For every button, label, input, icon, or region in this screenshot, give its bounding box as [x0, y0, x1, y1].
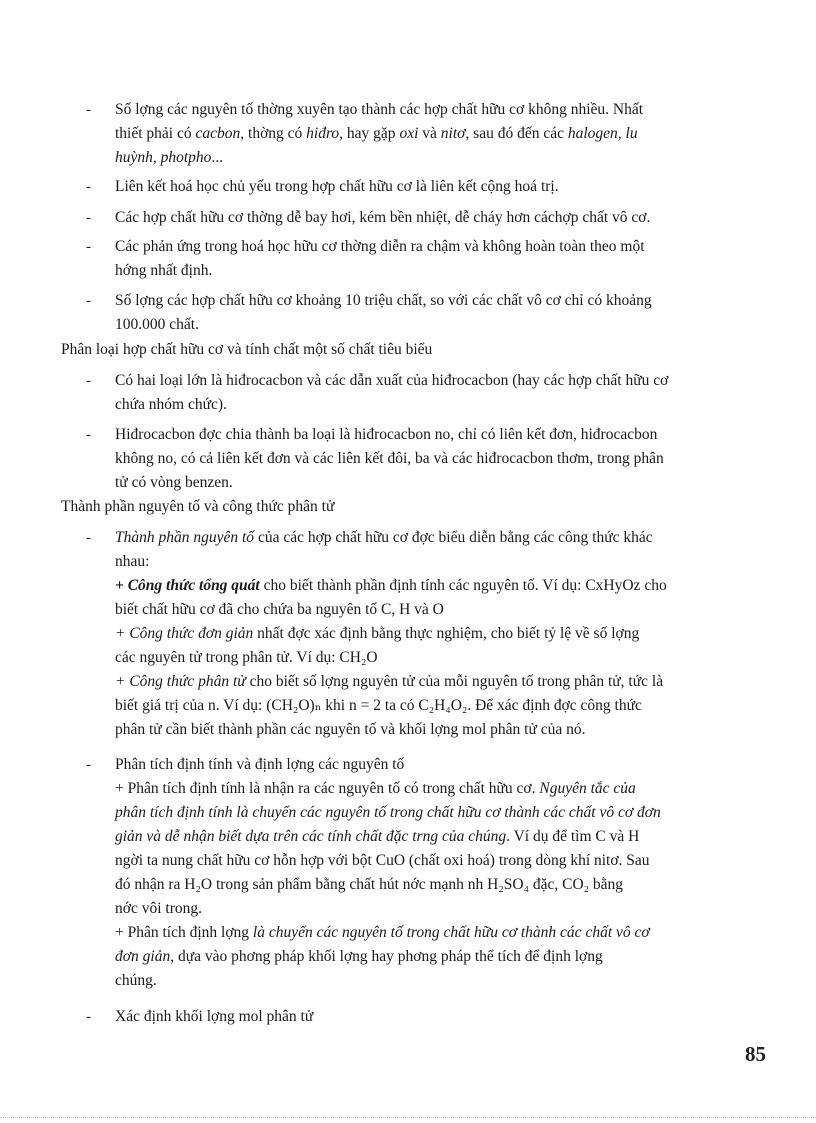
text-line: Hiđrocacbon đợc chia thành ba loại là hiđrocacbon no, chỉ có liên kết đơn, hiđrocacbon — [115, 426, 658, 443]
text-line: 100.000 chất. — [115, 316, 199, 333]
text-line: tử có vòng benzen. — [115, 474, 233, 491]
text-line: chứa nhóm chức). — [115, 396, 227, 413]
text-line: đơn giản, dựa vào phơng pháp khối lợng hay phơng pháp thể tích để định lợng — [115, 948, 603, 965]
text-line: đó nhận ra H₂O trong sản phẩm bằng chất hút nớc mạnh nh H₂SO₄ đặc, CO₂ bằng — [115, 876, 624, 893]
text-line: biết giá trị của n. Ví dụ: (CH₂O)ₙ khi n = 2 ta có C₂H₄O₂. Để xác định đợc công thức — [115, 697, 642, 714]
text-line: phân tích định tính là chuyển các nguyên tố trong chất hữu cơ thành các chất vô cơ đơn — [115, 804, 661, 821]
bullet-item-properties — [115, 206, 777, 230]
text-line: Các phản ứng trong hoá học hữu cơ thờng diễn ra chậm và không hoàn toàn theo một — [115, 238, 645, 255]
text-line: + Phân tích định tính là nhận ra các nguyên tố có trong chất hữu cơ. Nguyên tắc của — [115, 780, 636, 797]
bullet-dash: - — [86, 210, 91, 226]
text-line: Xác định khối lợng mol phân tử — [115, 1008, 314, 1025]
bullet-item-formulas — [115, 526, 777, 742]
bullet-item-hydrocarbons — [115, 423, 777, 495]
text-line: thiết phải có cacbon, thờng có hiđro, hay gặp oxi và nitơ, sau đó đến các halogen, lu — [115, 125, 638, 142]
text-line: + Phân tích định lợng là chuyển các nguyên tố trong chất hữu cơ thành các chất vô cơ — [115, 924, 650, 941]
text-line: Phân tích định tính và định lợng các nguyên tố — [115, 756, 405, 773]
text-line: Số lợng các nguyên tố thờng xuyên tạo thành các hợp chất hữu cơ không nhiều. Nhất — [115, 101, 644, 118]
bullet-dash: - — [86, 373, 91, 389]
text-line: các nguyên tử trong phân tử. Ví dụ: CH₂O — [115, 649, 378, 666]
text-line: chúng. — [115, 972, 157, 989]
text-line: giản và dễ nhận biết dựa trên các tính chất đặc trng của chúng. Ví dụ để tìm C và H — [115, 828, 640, 845]
text-line: biết chất hữu cơ đã cho chứa ba nguyên tố C, H và O — [115, 601, 444, 618]
bullet-dash: - — [86, 1009, 91, 1025]
text-line: + Công thức tổng quát cho biết thành phần định tính các nguyên tố. Ví dụ: CxHyOz cho — [115, 577, 667, 594]
text-line: + Công thức đơn giản nhất đợc xác định bằng thực nghiệm, cho biết tỷ lệ về số lợng — [115, 625, 640, 642]
text-line: Thành phần nguyên tố của các hợp chất hữu cơ đợc biểu diễn bằng các công thức khác — [115, 529, 653, 546]
bullet-dash: - — [86, 239, 91, 255]
text-line: Có hai loại lớn là hiđrocacbon và các dẫn xuất của hiđrocacbon (hay các hợp chất hữu cơ — [115, 372, 669, 389]
text-line: không no, có cả liên kết đơn và các liên kết đôi, ba và các hiđrocacbon thơm, trong phân — [115, 450, 664, 467]
bullet-dash: - — [86, 427, 91, 443]
page-number: 85 — [745, 1042, 766, 1066]
bullet-item-reactions — [115, 235, 777, 283]
section-heading-composition: Thành phần nguyên tố và công thức phân tử — [61, 498, 335, 515]
text-line: nhau: — [115, 553, 150, 570]
bullet-item-two-types — [115, 369, 777, 417]
bullet-item-count — [115, 289, 777, 337]
text-line: huỳnh, photpho... — [115, 149, 224, 166]
text-line: + Công thức phân tử cho biết số lợng nguyên tử của mỗi nguyên tố trong phân tử, tức là — [115, 673, 664, 690]
text-line: Số lợng các hợp chất hữu cơ khoảng 10 triệu chất, so với các chất vô cơ chỉ có khoảng — [115, 292, 652, 309]
bullet-dash: - — [86, 757, 91, 773]
page-bottom-divider — [0, 1117, 816, 1118]
text-line: phân tử cần biết thành phần các nguyên tố và khối lợng mol phân tử của nó. — [115, 721, 586, 738]
bullet-item-analysis — [115, 753, 777, 993]
section-heading-classification: Phân loại hợp chất hữu cơ và tính chất một số chất tiêu biểu — [61, 341, 433, 358]
bullet-dash: - — [86, 179, 91, 195]
bullet-item-bonds — [115, 175, 777, 199]
text-line: hớng nhất định. — [115, 262, 213, 279]
bullet-dash: - — [86, 293, 91, 309]
text-line: ngời ta nung chất hữu cơ hỗn hợp với bột CuO (chất oxi hoá) trong dòng khí nitơ. Sau — [115, 852, 650, 869]
text-line: Các hợp chất hữu cơ thờng dễ bay hơi, kém bền nhiệt, dễ cháy hơn cáchợp chất vô cơ. — [115, 209, 651, 226]
bullet-dash: - — [86, 530, 91, 546]
text-line: Liên kết hoá học chủ yếu trong hợp chất hữu cơ là liên kết cộng hoá trị. — [115, 178, 559, 195]
bullet-item-molar-mass — [115, 1005, 777, 1029]
bullet-item-elements — [115, 98, 777, 170]
bullet-dash: - — [86, 102, 91, 118]
text-line: nớc vôi trong. — [115, 900, 202, 917]
